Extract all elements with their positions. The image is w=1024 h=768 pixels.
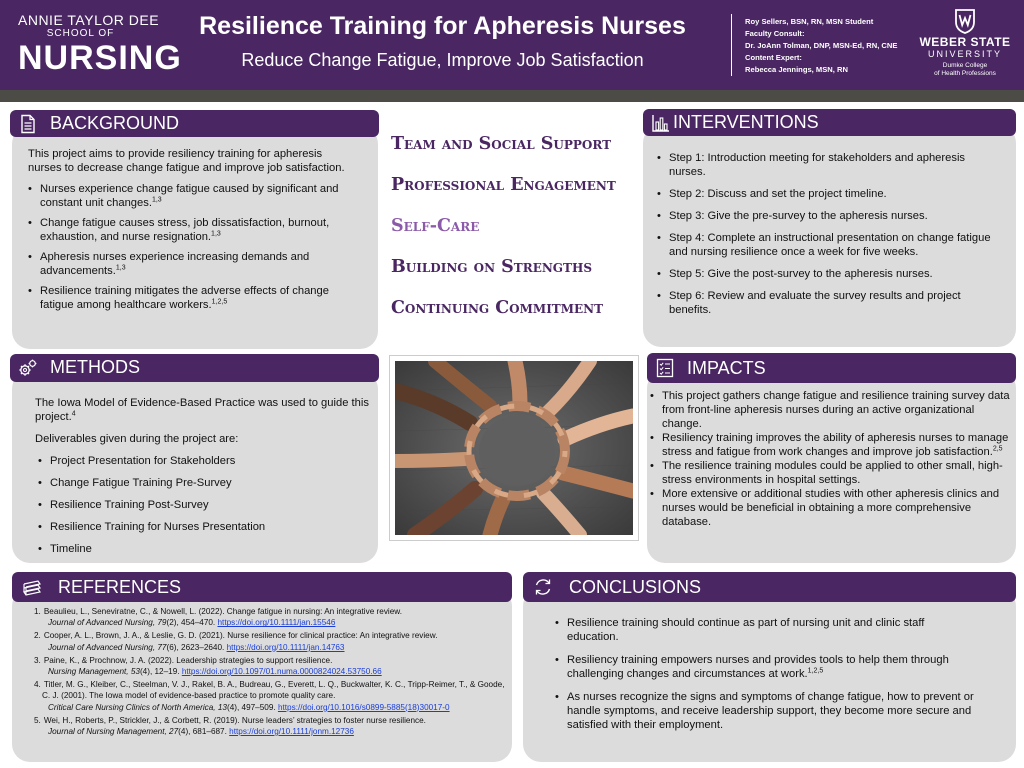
list-item: • Step 5: Give the post-survey to the apheresis nurses. xyxy=(657,267,997,281)
doi-link[interactable]: https://doi.org/10.1097/01.numa.0000824024.53750.66 xyxy=(181,667,382,677)
credit-line: Roy Sellers, BSN, RN, MSN Student xyxy=(745,17,874,26)
doi-link[interactable]: https://doi.org/10.1016/s0899-5885(18)30017-0 xyxy=(277,702,450,712)
list-item: • Step 3: Give the pre-survey to the apheresis nurses. xyxy=(657,209,997,223)
reference-item: 3. Paine, K., & Prochnow, J. A. (2022). Leadership strategies to support resilience. Nursing Management, 53(4), 12–19. https://doi.org/10.1097/01.numa.0000824024.53750.66 xyxy=(34,655,382,677)
interventions-body xyxy=(657,151,997,317)
impacts-heading xyxy=(647,353,1016,383)
impacts-bullets xyxy=(650,389,1010,529)
hands-circle-photo xyxy=(389,355,639,541)
theme-item: Building on Strengths xyxy=(391,257,592,277)
list-item: • Resilience Training Post-Survey xyxy=(38,498,370,512)
list-item: • Nurses experience change fatigue caused by significant and constant unit changes.$^{1,3}$ xyxy=(28,182,358,210)
methods-heading xyxy=(10,354,379,382)
university-name-line-2: UNIVERSITY xyxy=(927,49,1002,59)
school-logo-line-1: ANNIE TAYLOR DEE xyxy=(18,12,160,28)
resilience-themes-list xyxy=(391,132,641,337)
list-item: • As nurses recognize the signs and symptoms of change fatigue, how to prevent or handle symptoms, and receive leadership support, they become more secure and satisfied with their employment. xyxy=(555,690,975,732)
deliverables-label: Deliverables given during the project are: xyxy=(35,433,239,445)
reference-item: 1. Beaulieu, L., Seneviratne, C., & Nowell, L. (2022). Change fatigue in nursing: An integrative review. Journal of Advanced Nursing, 79(2), 454–470. https://doi.org/10.1111/jan.15546 xyxy=(34,607,403,628)
list-item: • Resiliency training empowers nurses and provides tools to help them through challenging changes and circumstances at work.$^{1,2,5}$ xyxy=(555,653,975,681)
methods-heading-text: METHODS xyxy=(50,357,140,377)
list-item: • Resiliency training improves the ability of apheresis nurses to manage stress and fatigue from work changes and improve job satisfaction.$^{2,5}$ xyxy=(650,431,1010,459)
credit-line: Dr. JoAnn Tolman, DNP, MSN-Ed, RN, CNE xyxy=(745,41,898,50)
conclusions-heading-text: CONCLUSIONS xyxy=(569,577,702,597)
weber-state-logo xyxy=(913,8,1017,78)
theme-item: Team and Social Support xyxy=(391,134,612,154)
poster-subtitle: Reduce Change Fatigue, Improve Job Satisfaction xyxy=(241,50,644,70)
list-item: • Apheresis nurses experience increasing demands and advancements.$^{1,3}$ xyxy=(28,250,358,278)
checklist-icon xyxy=(655,358,675,378)
credit-line: Content Expert: xyxy=(745,53,802,62)
hands-photo-image xyxy=(395,361,633,535)
impacts-heading-text: IMPACTS xyxy=(687,358,766,378)
school-of-nursing-logo xyxy=(18,12,182,77)
background-intro: This project aims to provide resiliency training for apheresis nurses to decrease change fatigue and improve job satisfaction. xyxy=(28,148,345,174)
methods-body xyxy=(35,396,370,556)
document-icon xyxy=(18,114,38,134)
references-heading xyxy=(12,572,512,602)
list-item: • Resilience training mitigates the adverse effects of change fatigue among healthcare workers.$^{1,2,5}$ xyxy=(28,284,358,312)
background-body xyxy=(28,147,358,312)
list-item: • Step 4: Complete an instructional presentation on change fatigue and nursing resilience once a week for five weeks. xyxy=(657,231,997,259)
bar-chart-icon xyxy=(651,113,671,133)
list-item: • The resilience training modules could be applied to other small, high-stress environments in hospital settings. xyxy=(650,459,1010,487)
doi-link[interactable]: https://doi.org/10.1111/jonm.12736 xyxy=(229,727,354,737)
background-bullets xyxy=(28,182,358,312)
refresh-cycle-icon xyxy=(533,577,553,597)
school-logo-line-2: SCHOOL OF xyxy=(46,28,115,39)
methods-intro: The Iowa Model of Evidence-Based Practice was used to guide this project.$^4$ xyxy=(35,397,369,423)
conclusions-heading xyxy=(523,572,1016,602)
list-item: • Step 6: Review and evaluate the survey results and project benefits. xyxy=(657,289,997,317)
reference-item: 5. Wei, H., Roberts, P., Strickler, J., & Corbett, R. (2019). Nurse leaders’ strategies to foster nurse resilience. Journal of Nursing Management, 27(4), 681–687. https://doi.org/10.1111/jonm.12736 xyxy=(34,715,426,737)
background-heading-text: BACKGROUND xyxy=(50,113,180,133)
interventions-heading xyxy=(643,109,1016,136)
theme-item: Self-Care xyxy=(391,216,480,236)
deliverables-list xyxy=(38,454,370,556)
references-heading-text: REFERENCES xyxy=(58,577,182,597)
header-divider xyxy=(731,14,732,76)
university-shield-icon xyxy=(954,8,976,34)
credit-line: Faculty Consult: xyxy=(745,29,805,38)
theme-item: Continuing Commitment xyxy=(391,298,604,318)
interventions-heading-text: INTERVENTIONS xyxy=(673,112,819,132)
conclusions-body xyxy=(555,616,975,732)
university-name-line-1: WEBER STATE xyxy=(919,35,1011,49)
list-item: • Step 1: Introduction meeting for stakeholders and apheresis nurses. xyxy=(657,151,997,179)
doi-link[interactable]: https://doi.org/10.1111/jan.15546 xyxy=(217,618,336,628)
references-list xyxy=(30,606,512,739)
list-item: • Timeline xyxy=(38,542,370,556)
interventions-bullets xyxy=(657,151,997,317)
school-logo-line-3: NURSING xyxy=(18,39,182,77)
theme-item: Professional Engagement xyxy=(391,175,616,195)
conclusions-bullets xyxy=(555,616,975,732)
background-heading xyxy=(10,110,379,137)
books-icon xyxy=(22,577,42,597)
doi-link[interactable]: https://doi.org/10.1111/jan.14763 xyxy=(226,642,345,652)
college-name-line-2: of Health Professions xyxy=(934,70,996,77)
list-item: • This project gathers change fatigue and resilience training survey data from front-line apheresis nurses during an active organizational change. xyxy=(650,389,1010,431)
reference-item: 4. Titler, M. G., Kleiber, C., Steelman, V. J., Rakel, B. A., Budreau, G., Everett, L. Q., Buckwalter, K. C., Tripp-Reimer, T., & Goode, C. J. (2001). The Iowa model of evidence-based practice to promote quality care. Critical Care Nursing Clinics of North America, 13(4), 497–509. https://doi.org/10.1016/s0899-5885(18)30017-0 xyxy=(34,680,505,712)
list-item: • Change fatigue causes stress, job dissatisfaction, burnout, exhaustion, and nurse resignation.$^{1,3}$ xyxy=(28,216,358,244)
list-item: • Resilience Training for Nurses Presentation xyxy=(38,520,370,534)
impacts-body xyxy=(650,389,1010,529)
college-name-line-1: Dumke College xyxy=(942,62,988,69)
list-item: • Project Presentation for Stakeholders xyxy=(38,454,370,468)
list-item: • More extensive or additional studies with other apheresis clinics and nurses would be beneficial in obtaining a more comprehensive database. xyxy=(650,487,1010,529)
list-item: • Resilience training should continue as part of nursing unit and clinic staff education. xyxy=(555,616,975,644)
credit-line: Rebecca Jennings, MSN, RN xyxy=(745,65,848,74)
poster-header xyxy=(0,0,1024,90)
poster-title: Resilience Training for Apheresis Nurses xyxy=(199,12,686,40)
header-stripe xyxy=(0,90,1024,102)
reference-item: 2. Cooper, A. L., Brown, J. A., & Leslie, G. D. (2021). Nurse resilience for clinical practice: An integrative review. Journal of Advanced Nursing, 77(6), 2623–2640. https://doi.org/10.1111/jan.14763 xyxy=(34,631,438,652)
gears-icon xyxy=(18,358,38,378)
list-item: • Step 2: Discuss and set the project timeline. xyxy=(657,187,997,201)
list-item: • Change Fatigue Training Pre-Survey xyxy=(38,476,370,490)
author-credits xyxy=(745,16,915,76)
